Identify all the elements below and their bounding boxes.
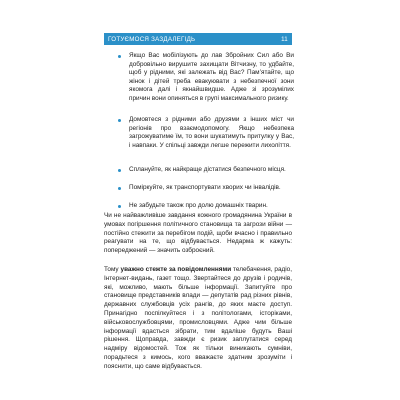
body-paragraph: Чи не найважливіше завдання кожного громадянина України в умовах погіршення політичного становища та загрози війни — постійно стежити за перебігом подій, щоби вчасно і правильно реагувати на те, що відбувається. Недарма ж кажуть: попереджений — значить озброєний.: [104, 212, 292, 255]
page-header-bar: [104, 33, 292, 45]
bullet-dot-icon: [118, 205, 121, 208]
section-title: ГОТУЄМОСЯ ЗАЗДАЛЕГІДЬ: [108, 35, 196, 43]
paragraph-text: Тому: [104, 266, 121, 273]
list-item: [118, 52, 294, 104]
list-item-text: Поміркуйте, як транспортувати хворих чи інвалідів.: [129, 184, 281, 191]
list-item-text: Сплануйте, як найкраще дістатися безпечного місця.: [129, 166, 286, 173]
bullet-dot-icon: [118, 169, 121, 172]
bullet-dot-icon: [118, 187, 121, 190]
bullet-dot-icon: [118, 119, 121, 122]
body-paragraph: [104, 266, 292, 372]
list-item-text: Якщо Вас мобілізують до лав Збройних Сил або Ви добровільно вирушите захищати Вітчизну, то удбайте, щоб у рідними, які залежать від Вас? Пам’ятайте, що жінок і дітей треба евакуювати з небезпечної зони якомога далі і якнайшвидше. Адже зі зрозумілих причин вони опиняться в групі максимального ризику.: [129, 52, 294, 102]
list-item: [118, 166, 294, 175]
emphasis-text: уважно стежте за повідомленнями: [120, 266, 232, 273]
list-item: [118, 184, 294, 193]
page-number: 11: [281, 35, 288, 43]
paragraph-text: телебачення, радіо, Інтернет-видань, газет тощо. Звертайтеся до друзів і родичів, які, можливо, мають більше інформації. Запитуйте про становище представників влади — депутатів рад різних рівнів, державних службовців усіх рангів, до яких маєте доступ. Принагідно поспілкуйтеся і з політологами, історіками, військовослужбовцями, промисловцями. Адже чим більше інформації вдасться зібрати, тим вдаліше будуть Ваші рішення. Щоправда, завжди є ризик заплутатися серед надміру відомостей. Тож як тільки виникають сумніви, порадьтеся з кимось, кого вважаєте здатним зрозуміти і пояснити, що саме відбувається.: [104, 266, 293, 370]
list-item-text: Не забудьте також про долю домашніх тварин.: [129, 202, 268, 209]
list-item: [118, 202, 294, 211]
list-item: [118, 116, 294, 150]
list-item-text: Домовтеся з рідними або друзями з інших міст чи регіонів про взаємодопомогу. Якщо небезпека загрожуватиме їм, то вони шукатимуть притулку у Вас, і навпаки. У спільці завжди легше пережити лихоліття.: [129, 116, 294, 149]
bullet-dot-icon: [118, 55, 121, 58]
